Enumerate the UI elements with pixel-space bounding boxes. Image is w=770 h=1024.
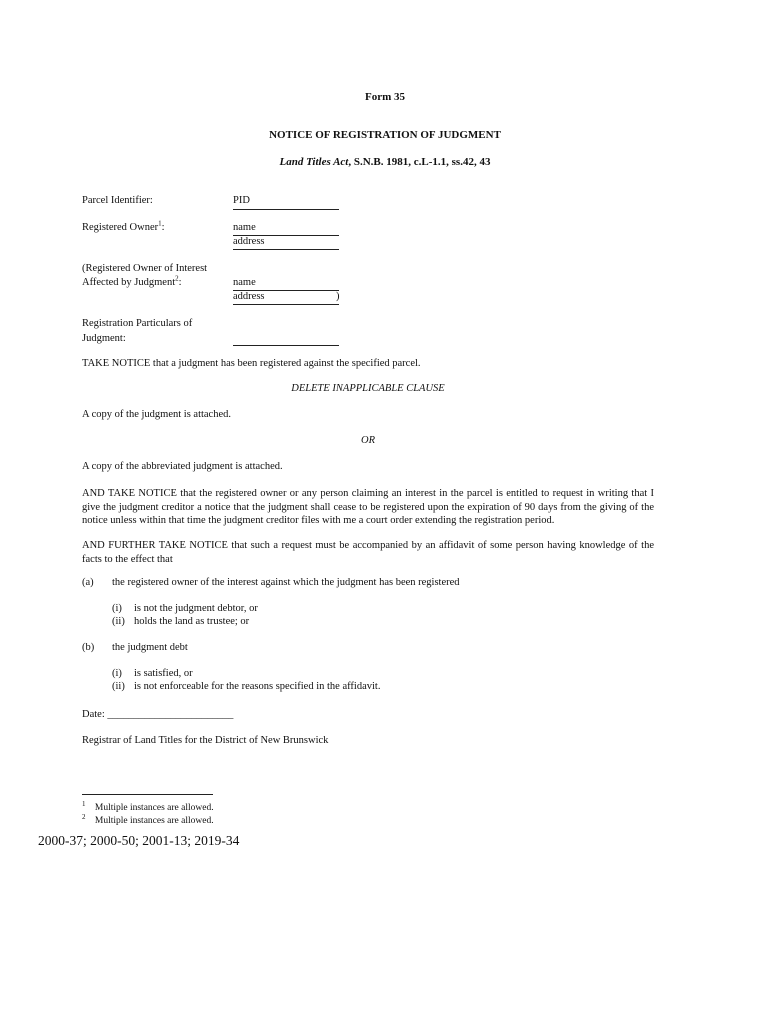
registered-owner-address[interactable]: address: [233, 236, 265, 247]
registered-owner-name[interactable]: name: [233, 222, 256, 233]
registered-owner-label-text: Registered Owner: [82, 222, 159, 233]
clause-a-item-2-num: (ii): [112, 616, 125, 627]
act-reference: [0, 156, 770, 168]
registration-particulars-line[interactable]: [233, 332, 339, 346]
interest-owner-label-text: Affected by Judgment: [82, 277, 176, 288]
parcel-identifier-line: [233, 195, 339, 210]
clause-a-text: the registered owner of the interest against which the judgment has been registered: [112, 577, 460, 588]
footnote-ref-2: 2: [175, 274, 179, 283]
footnote-1-num: 1: [82, 799, 86, 808]
interest-owner-address[interactable]: address: [233, 291, 265, 302]
footnote-2-num: 2: [82, 812, 86, 821]
footnote-1-text: Multiple instances are allowed.: [94, 803, 214, 813]
clause-a-item-1-text: is not the judgment debtor, or: [134, 603, 258, 614]
amendment-history: 2000-37; 2000-50; 2001-13; 2019-34: [38, 833, 240, 848]
clause-b-item-2-text: is not enforceable for the reasons specified in the affidavit.: [134, 681, 381, 692]
interest-owner-paren: ): [336, 291, 340, 302]
act-name: Land Titles Act: [279, 156, 349, 168]
interest-owner-name-line: [233, 277, 339, 291]
clause-a-item-2-text: holds the land as trustee; or: [134, 616, 250, 627]
interest-owner-label-2: [82, 274, 182, 288]
clause-b-text: the judgment debt: [112, 642, 188, 653]
or-separator: OR: [361, 435, 375, 446]
document-title: NOTICE OF REGISTRATION OF JUDGMENT: [269, 129, 501, 141]
footnote-ref-1: 1: [158, 219, 162, 228]
registration-particulars-label-1: Registration Particulars of: [82, 318, 193, 329]
interest-owner-colon: :: [178, 277, 182, 288]
clause-a-item-1-num: (i): [112, 603, 122, 614]
interest-owner-name[interactable]: name: [233, 277, 256, 288]
abbreviated-attached-text: A copy of the abbreviated judgment is attached.: [82, 461, 283, 472]
and-take-notice-paragraph: AND TAKE NOTICE that the registered owner or any person claiming an interest in the parcel is entitled to request in writing that I give the judgment creditor a notice that the judgment shall cease to be registered upon the expiration of 90 days from the giving of the notice unless within that time the judgment creditor files with me a court order extending the registration period.: [82, 488, 654, 526]
registrar-signature-line: Registrar of Land Titles for the District of New Brunswick: [82, 735, 329, 746]
form-number: Form 35: [364, 91, 405, 103]
date-line[interactable]: Date: ________________________: [82, 709, 234, 720]
footnote-2-text: Multiple instances are allowed.: [94, 816, 214, 826]
registration-particulars-label-2: Judgment:: [82, 333, 126, 344]
registered-owner-label: [82, 219, 165, 233]
clause-a-label: (a): [82, 577, 94, 588]
delete-clause-heading: DELETE INAPPLICABLE CLAUSE: [291, 383, 445, 394]
copy-attached-text: A copy of the judgment is attached.: [82, 409, 232, 420]
footnote-1: [82, 799, 214, 813]
parcel-identifier-label: Parcel Identifier:: [82, 195, 153, 206]
registered-owner-name-line: [233, 222, 339, 236]
registered-owner-colon: :: [161, 222, 165, 233]
act-citation: , S.N.B. 1981, c.L-1.1, ss.42, 43: [348, 156, 491, 168]
footnote-2: [82, 812, 214, 826]
footnote-separator: [82, 794, 213, 795]
parcel-identifier-value[interactable]: PID: [233, 195, 250, 206]
take-notice-text: TAKE NOTICE that a judgment has been registered against the specified parcel.: [82, 358, 421, 369]
clause-b-item-2-num: (ii): [112, 681, 125, 692]
interest-owner-address-line: [233, 291, 339, 305]
clause-b-item-1-num: (i): [112, 668, 122, 679]
further-notice-paragraph: AND FURTHER TAKE NOTICE that such a request must be accompanied by an affidavit of some person having knowledge of the facts to the effect that: [82, 540, 654, 565]
interest-owner-label-1: (Registered Owner of Interest: [82, 263, 208, 274]
clause-b-item-1-text: is satisfied, or: [134, 668, 193, 679]
clause-b-label: (b): [82, 642, 95, 653]
registered-owner-address-line: [233, 236, 339, 250]
